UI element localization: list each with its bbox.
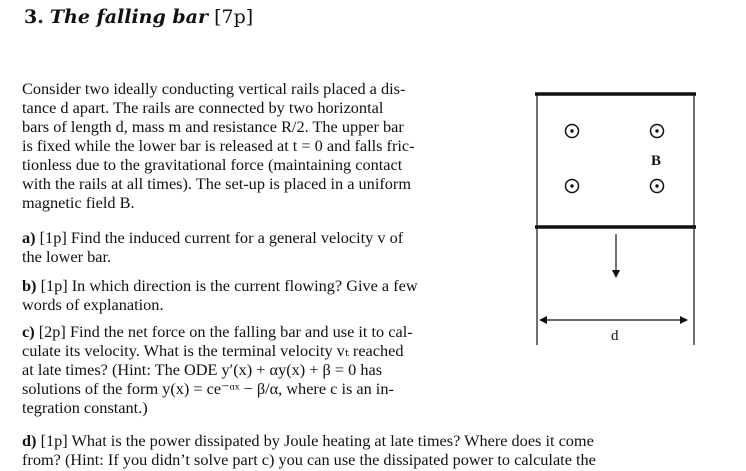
part-d-text: What is the power dissipated by Joule heating at late times? Where does it come — [71, 431, 594, 450]
part-a-points: [1p] — [39, 228, 67, 247]
problem-title: The falling bar — [49, 6, 209, 28]
part-b-text: In which direction is the current flowing? Give a few — [71, 276, 418, 295]
intro-line: with the rails at all times). The set-up is placed in a uniform — [22, 174, 411, 193]
part-d-label: d) — [22, 431, 37, 450]
part-c-text: tegration constant.) — [22, 398, 148, 417]
width-arrow-left-head — [539, 316, 547, 324]
part-b-points: [1p] — [40, 276, 68, 295]
intro-paragraph — [22, 79, 492, 212]
part-c-label: c) — [22, 322, 35, 341]
part-c-text: Find the net force on the falling bar and use it to cal- — [69, 322, 413, 341]
intro-line: is fixed while the lower bar is released at t = 0 and falls fric- — [22, 136, 415, 155]
problem-points: [7p] — [214, 6, 254, 28]
intro-line: tionless due to the gravitational force (maintaining contact — [22, 155, 403, 174]
part-d-points: [1p] — [40, 431, 68, 450]
part-d — [22, 431, 722, 469]
part-c-text: culate its velocity. What is the terminal velocity vₜ reached — [22, 341, 404, 360]
field-symbol — [566, 125, 664, 193]
part-b — [22, 276, 492, 314]
part-c — [22, 322, 492, 417]
part-d-text: from? (Hint: If you didn’t solve part c) you can use the dissipated power to calculate the — [22, 450, 596, 469]
part-c-points: [2p] — [38, 322, 66, 341]
part-a-text: the lower bar. — [22, 247, 112, 266]
intro-line: magnetic field B. — [22, 193, 135, 212]
width-label: d — [611, 328, 619, 344]
part-b-text: words of explanation. — [22, 295, 164, 314]
part-a — [22, 228, 492, 266]
part-a-label: a) — [22, 228, 36, 247]
field-symbol-dot — [570, 129, 658, 187]
problem-number: 3. — [24, 6, 44, 28]
part-c-text: at late times? (Hint: The ODE y′(x) + αy(x) + β = 0 has — [22, 360, 383, 379]
part-b-label: b) — [22, 276, 37, 295]
field-label: B⃗ — [651, 153, 673, 169]
part-c-text: solutions of the form y(x) = ce⁻ᵅˣ − β/α, where c is an in- — [22, 379, 394, 398]
part-a-text: Find the induced current for a general velocity v of — [70, 228, 404, 247]
intro-line: Consider two ideally conducting vertical rails placed a dis- — [22, 79, 406, 98]
intro-line: bars of length d, mass m and resistance R/2. The upper bar — [22, 117, 404, 136]
intro-line: tance d apart. The rails are connected by two horizontal — [22, 98, 384, 117]
problem-heading — [24, 6, 253, 28]
